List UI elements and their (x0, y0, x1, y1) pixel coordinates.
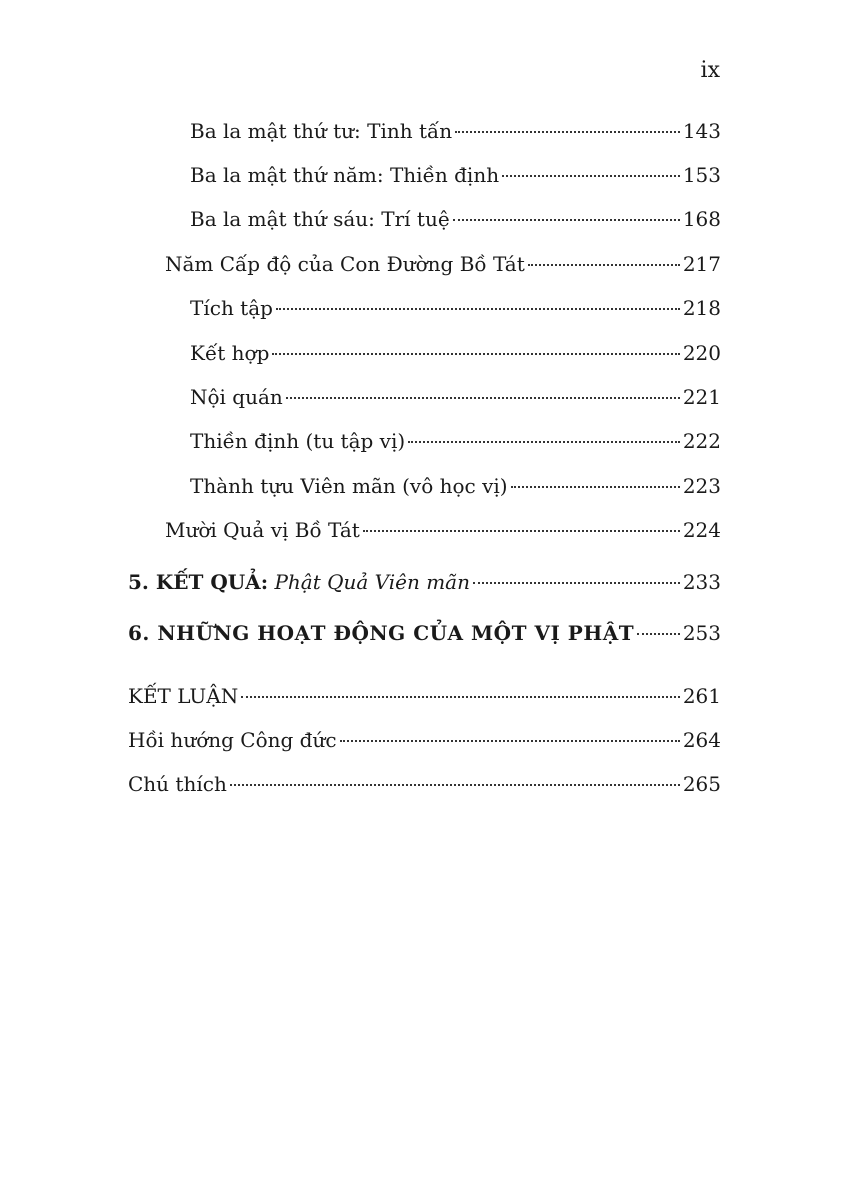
toc-entry-page: 223 (682, 474, 721, 498)
toc-entry-ten-bhumis[interactable] (165, 517, 721, 543)
toc-entry-five-paths[interactable] (165, 251, 721, 277)
toc-entry-label: Tích tập (190, 296, 273, 320)
dot-leader (230, 784, 680, 786)
toc-chapter-5[interactable] (128, 569, 721, 595)
dot-leader (363, 530, 680, 532)
dot-leader (272, 353, 679, 355)
toc-entry-label: KẾT LUẬN (128, 684, 239, 708)
dot-leader (511, 486, 680, 488)
toc-entry-page: 261 (682, 684, 721, 708)
toc-entry-page: 168 (682, 207, 721, 231)
toc-entry-label: Thành tựu Viên mãn (vô học vị) (190, 474, 508, 498)
toc-entry-label (128, 569, 470, 595)
toc-entry-page: 265 (682, 772, 721, 796)
toc-entry-label: Ba la mật thứ tư: Tinh tấn (190, 119, 453, 143)
dot-leader (408, 441, 680, 443)
toc-entry-label: Nội quán (190, 385, 283, 409)
toc-entry-seeing[interactable] (190, 384, 721, 410)
toc-entry-page: 218 (682, 296, 721, 320)
dot-leader (453, 219, 680, 221)
toc-entry-label: Năm Cấp độ của Con Đường Bồ Tát (165, 252, 525, 276)
toc-entry-perfection-wisdom[interactable] (190, 206, 721, 232)
dot-leader (637, 633, 680, 635)
toc-entry-meditation-path[interactable] (190, 428, 721, 454)
dot-leader (286, 397, 680, 399)
toc-chapter-5-heading: 5. KẾT QUẢ: (128, 570, 269, 594)
toc-entry-page: 224 (682, 518, 721, 542)
toc-entry-label: Chú thích (128, 772, 227, 796)
toc-chapter-6[interactable] (128, 620, 721, 646)
toc-entry-label: Ba la mật thứ năm: Thiền định (190, 163, 500, 187)
dot-leader (241, 696, 680, 698)
dot-leader (502, 175, 680, 177)
toc-entry-notes[interactable] (128, 771, 721, 797)
toc-entry-no-more-learning[interactable] (190, 473, 721, 499)
toc-entry-perfection-diligence[interactable] (190, 118, 721, 144)
toc-entry-page: 220 (682, 341, 721, 365)
toc-entry-label: 6. NHỮNG HOẠT ĐỘNG CỦA MỘT VỊ PHẬT (128, 621, 635, 645)
toc-entry-page: 222 (682, 429, 721, 453)
toc-entry-joining[interactable] (190, 340, 721, 366)
toc-entry-label: Ba la mật thứ sáu: Trí tuệ (190, 207, 450, 231)
toc-entry-accumulation[interactable] (190, 295, 721, 321)
toc-entry-page: 264 (682, 728, 721, 752)
toc-entry-conclusion[interactable] (128, 683, 721, 709)
toc-entry-page: 143 (682, 119, 721, 143)
dot-leader (340, 740, 680, 742)
dot-leader (276, 308, 680, 310)
toc-entry-label: Hồi hướng Công đức (128, 728, 337, 752)
toc-entry-page: 221 (682, 385, 721, 409)
toc-entry-page: 253 (682, 621, 721, 645)
toc-entry-page: 217 (682, 252, 721, 276)
dot-leader (473, 582, 680, 584)
toc-entry-page: 233 (682, 570, 721, 594)
toc-chapter-5-subtitle: Phật Quả Viên mãn (274, 570, 470, 594)
toc-entry-dedication[interactable] (128, 727, 721, 753)
toc-entry-label: Kết hợp (190, 341, 270, 365)
toc-entry-label: Mười Quả vị Bồ Tát (165, 518, 360, 542)
page-number: ix (700, 58, 720, 83)
dot-leader (528, 264, 680, 266)
toc-entry-label: Thiền định (tu tập vị) (190, 429, 406, 453)
dot-leader (455, 131, 680, 133)
toc-entry-perfection-meditation[interactable] (190, 162, 721, 188)
toc-entry-page: 153 (682, 163, 721, 187)
